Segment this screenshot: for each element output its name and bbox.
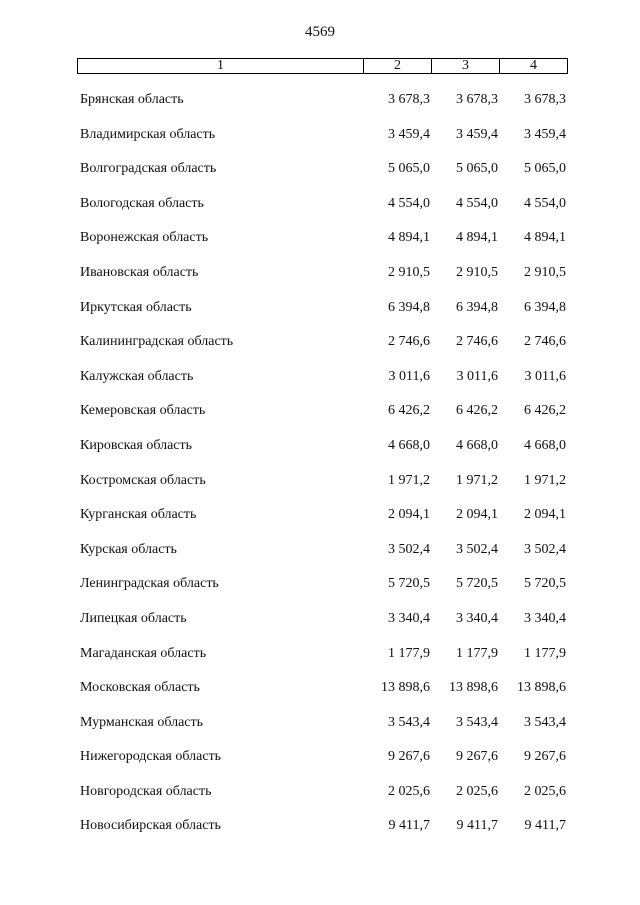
region-name: Новосибирская область	[80, 818, 221, 834]
value-col-2: 4 554,0	[388, 195, 430, 211]
region-name: Калужская область	[80, 368, 194, 384]
table-row	[0, 332, 640, 367]
value-col-3: 4 554,0	[456, 195, 498, 211]
table-row	[0, 713, 640, 748]
value-col-4: 3 340,4	[524, 610, 566, 626]
table-row	[0, 125, 640, 160]
value-col-2: 2 025,6	[388, 783, 430, 799]
value-col-3: 2 910,5	[456, 264, 498, 280]
value-col-4: 2 025,6	[524, 783, 566, 799]
table-row	[0, 159, 640, 194]
table-row	[0, 747, 640, 782]
value-col-4: 1 177,9	[524, 645, 566, 661]
region-name: Магаданская область	[80, 645, 207, 661]
region-name: Липецкая область	[80, 610, 187, 626]
value-col-2: 2 910,5	[388, 264, 430, 280]
value-col-3: 13 898,6	[449, 680, 498, 696]
value-col-3: 3 459,4	[456, 126, 498, 142]
value-col-4: 5 065,0	[524, 161, 566, 177]
region-name: Нижегородская область	[80, 749, 222, 765]
value-col-4: 9 267,6	[524, 749, 566, 765]
value-col-3: 9 267,6	[456, 749, 498, 765]
value-col-3: 3 011,6	[456, 368, 498, 384]
table-row	[0, 436, 640, 471]
region-name: Кировская область	[80, 437, 193, 453]
value-col-2: 4 668,0	[388, 437, 430, 453]
value-col-2: 3 543,4	[388, 714, 430, 730]
value-col-3: 2 746,6	[456, 334, 498, 350]
table-row	[0, 816, 640, 851]
value-col-4: 2 746,6	[524, 334, 566, 350]
value-col-2: 1 177,9	[388, 645, 430, 661]
value-col-3: 1 177,9	[456, 645, 498, 661]
table-body	[0, 90, 640, 851]
value-col-3: 2 094,1	[456, 507, 498, 523]
region-name: Иркутская область	[80, 299, 192, 315]
value-col-2: 3 502,4	[388, 541, 430, 557]
value-col-4: 2 094,1	[524, 507, 566, 523]
region-name: Ленинградская область	[80, 576, 219, 592]
region-name: Ивановская область	[80, 264, 199, 280]
value-col-2: 6 394,8	[388, 299, 430, 315]
value-col-3: 4 668,0	[456, 437, 498, 453]
value-col-2: 9 411,7	[388, 818, 430, 834]
value-col-4: 13 898,6	[517, 680, 566, 696]
value-col-4: 3 011,6	[524, 368, 566, 384]
table-row	[0, 782, 640, 817]
value-col-3: 6 394,8	[456, 299, 498, 315]
table-row	[0, 263, 640, 298]
value-col-2: 5 065,0	[388, 161, 430, 177]
value-col-2: 3 678,3	[388, 92, 430, 107]
table-header	[77, 58, 568, 74]
table-row	[0, 401, 640, 436]
region-name: Новгородская область	[80, 783, 212, 799]
value-col-4: 9 411,7	[524, 818, 566, 834]
region-name: Костромская область	[80, 472, 206, 488]
table-row	[0, 367, 640, 402]
table-row	[0, 90, 640, 125]
region-name: Волгоградская область	[80, 161, 217, 177]
value-col-2: 4 894,1	[388, 230, 430, 246]
value-col-4: 3 678,3	[524, 92, 566, 107]
page-number: 4569	[305, 24, 335, 40]
value-col-3: 5 065,0	[456, 161, 498, 177]
table-row	[0, 540, 640, 575]
column-header-1: 1	[78, 59, 364, 73]
value-col-4: 5 720,5	[524, 576, 566, 592]
value-col-4: 3 502,4	[524, 541, 566, 557]
value-col-3: 1 971,2	[456, 472, 498, 488]
region-name: Курганская область	[80, 507, 197, 523]
value-col-4: 4 554,0	[524, 195, 566, 211]
table-row	[0, 644, 640, 679]
column-header-2: 2	[364, 59, 432, 73]
column-header-3: 3	[432, 59, 500, 73]
value-col-2: 6 426,2	[388, 403, 430, 419]
region-name: Владимирская область	[80, 126, 216, 142]
region-name: Воронежская область	[80, 230, 209, 246]
value-col-2: 3 011,6	[388, 368, 430, 384]
table-row	[0, 228, 640, 263]
table-row	[0, 574, 640, 609]
value-col-4: 4 668,0	[524, 437, 566, 453]
value-col-4: 6 394,8	[524, 299, 566, 315]
value-col-3: 3 340,4	[456, 610, 498, 626]
table-row	[0, 194, 640, 229]
region-name: Московская область	[80, 680, 200, 696]
region-name: Вологодская область	[80, 195, 204, 211]
value-col-3: 3 502,4	[456, 541, 498, 557]
value-col-4: 4 894,1	[524, 230, 566, 246]
value-col-3: 3 678,3	[456, 92, 498, 107]
column-header-4: 4	[530, 58, 537, 73]
region-name: Брянская область	[80, 92, 184, 107]
table-row	[0, 505, 640, 540]
value-col-2: 3 340,4	[388, 610, 430, 626]
value-col-3: 3 543,4	[456, 714, 498, 730]
value-col-3: 9 411,7	[456, 818, 498, 834]
value-col-2: 3 459,4	[388, 126, 430, 142]
value-col-3: 6 426,2	[456, 403, 498, 419]
region-name: Кемеровская область	[80, 403, 206, 419]
region-name: Калининградская область	[80, 334, 234, 350]
value-col-4: 6 426,2	[524, 403, 566, 419]
value-col-3: 2 025,6	[456, 783, 498, 799]
value-col-4: 2 910,5	[524, 264, 566, 280]
value-col-2: 9 267,6	[388, 749, 430, 765]
table-row	[0, 609, 640, 644]
value-col-2: 2 746,6	[388, 334, 430, 350]
value-col-3: 4 894,1	[456, 230, 498, 246]
value-col-4: 1 971,2	[524, 472, 566, 488]
region-name: Мурманская область	[80, 714, 204, 730]
value-col-2: 2 094,1	[388, 507, 430, 523]
table-row	[0, 471, 640, 506]
value-col-4: 3 543,4	[524, 714, 566, 730]
value-col-2: 1 971,2	[388, 472, 430, 488]
value-col-2: 13 898,6	[381, 680, 430, 696]
value-col-4: 3 459,4	[524, 126, 566, 142]
value-col-3: 5 720,5	[456, 576, 498, 592]
region-name: Курская область	[80, 541, 177, 557]
table-row	[0, 298, 640, 333]
value-col-2: 5 720,5	[388, 576, 430, 592]
table-row	[0, 678, 640, 713]
